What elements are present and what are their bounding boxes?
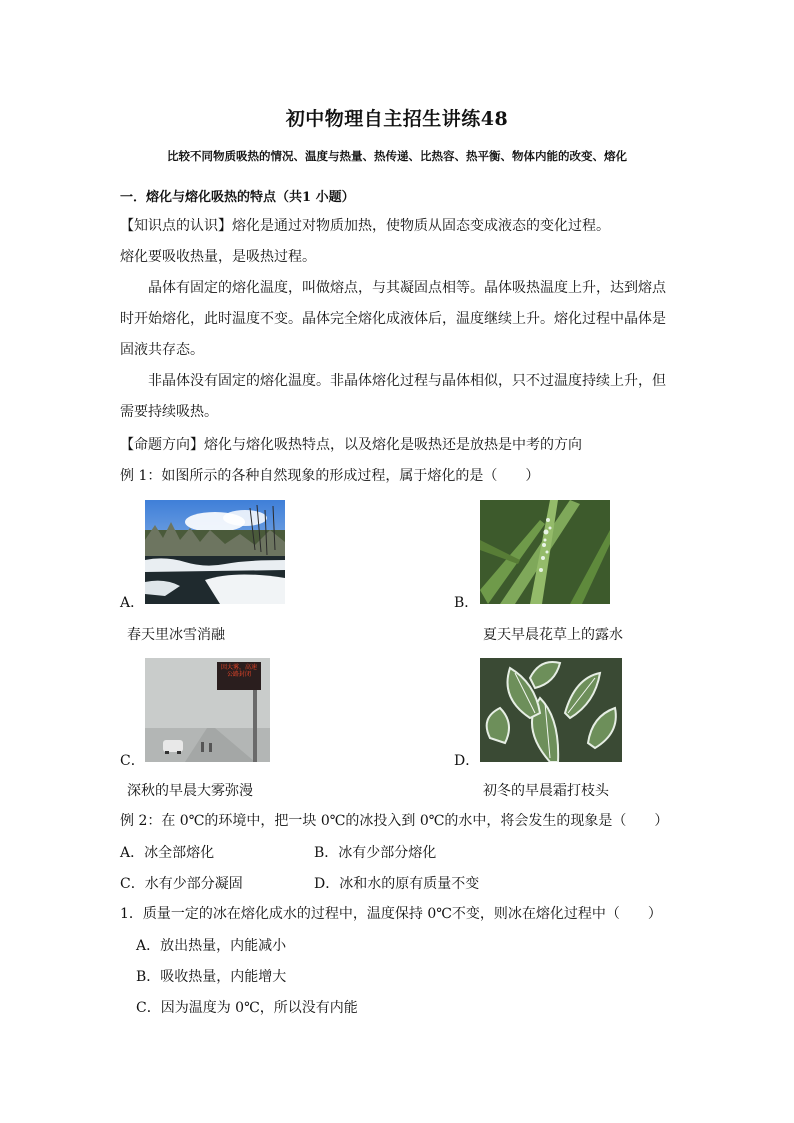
option-a-letter: A．	[120, 595, 145, 611]
example2-question: 例 2：在 0℃的环境中，把一块 0℃的冰投入到 0℃的水中，将会发生的现象是（ ）	[120, 813, 669, 829]
option-a-caption: 春天里冰雪消融	[127, 627, 225, 643]
direction-paragraph: 【命题方向】熔化与熔化吸热特点，以及熔化是吸热还是放热是中考的方向	[120, 437, 582, 453]
section-heading: 一．熔化与熔化吸热的特点（共1 小题）	[120, 190, 355, 205]
knowledge-paragraph-3: 晶体有固定的熔化温度，叫做熔点，与其凝固点相等。晶体吸热温度上升，达到熔点时开始熔化，此时温度不变。晶体完全熔化成液体后，温度继续上升。熔化过程中晶体是固液共存态。	[120, 280, 666, 358]
option-c-letter: C．	[120, 753, 145, 769]
example2-option-b: B．冰有少部分熔化	[314, 845, 437, 861]
sign-text: 因大雾，高速公路封闭	[220, 664, 257, 678]
question1-option-c: C．因为温度为 0℃，所以没有内能	[136, 1000, 358, 1016]
foggy-road-photo	[145, 658, 270, 762]
knowledge-paragraph-2: 熔化要吸收热量，是吸热过程。	[120, 249, 316, 265]
question1-option-a: A．放出热量，内能减小	[136, 938, 287, 954]
example1-question: 例 1：如图所示的各种自然现象的形成过程，属于熔化的是（ ）	[120, 468, 540, 484]
knowledge-paragraph-4: 非晶体没有固定的熔化温度。非晶体熔化过程与晶体相似，只不过温度持续上升，但需要持续吸热。	[120, 373, 666, 420]
option-c-caption: 深秋的早晨大雾弥漫	[127, 783, 253, 799]
option-d-caption: 初冬的早晨霜打枝头	[483, 783, 609, 799]
frost-leaves-photo	[480, 658, 622, 762]
page-subtitle: 比较不同物质吸热的情况、温度与热量、热传递、比热容、热平衡、物体内能的改变、熔化	[167, 149, 627, 163]
option-b-letter: B．	[454, 595, 479, 611]
question1-stem: 1．质量一定的冰在熔化成水的过程中，温度保持 0℃不变，则冰在熔化过程中（ ）	[120, 906, 662, 922]
example2-option-d: D．冰和水的原有质量不变	[314, 876, 480, 892]
knowledge-paragraph-1: 【知识点的认识】熔化是通过对物质加热，使物质从固态变成液态的变化过程。	[120, 218, 610, 234]
question1-option-b: B．吸收热量，内能增大	[136, 969, 287, 985]
option-b-caption: 夏天早晨花草上的露水	[483, 627, 623, 643]
example2-option-a: A．冰全部熔化	[120, 845, 215, 861]
dew-grass-photo	[480, 500, 610, 604]
page-title: 初中物理自主招生讲练48	[285, 108, 509, 130]
example2-option-c: C．水有少部分凝固	[120, 876, 243, 892]
option-d-letter: D．	[454, 753, 480, 769]
melting-ice-photo	[145, 500, 285, 604]
